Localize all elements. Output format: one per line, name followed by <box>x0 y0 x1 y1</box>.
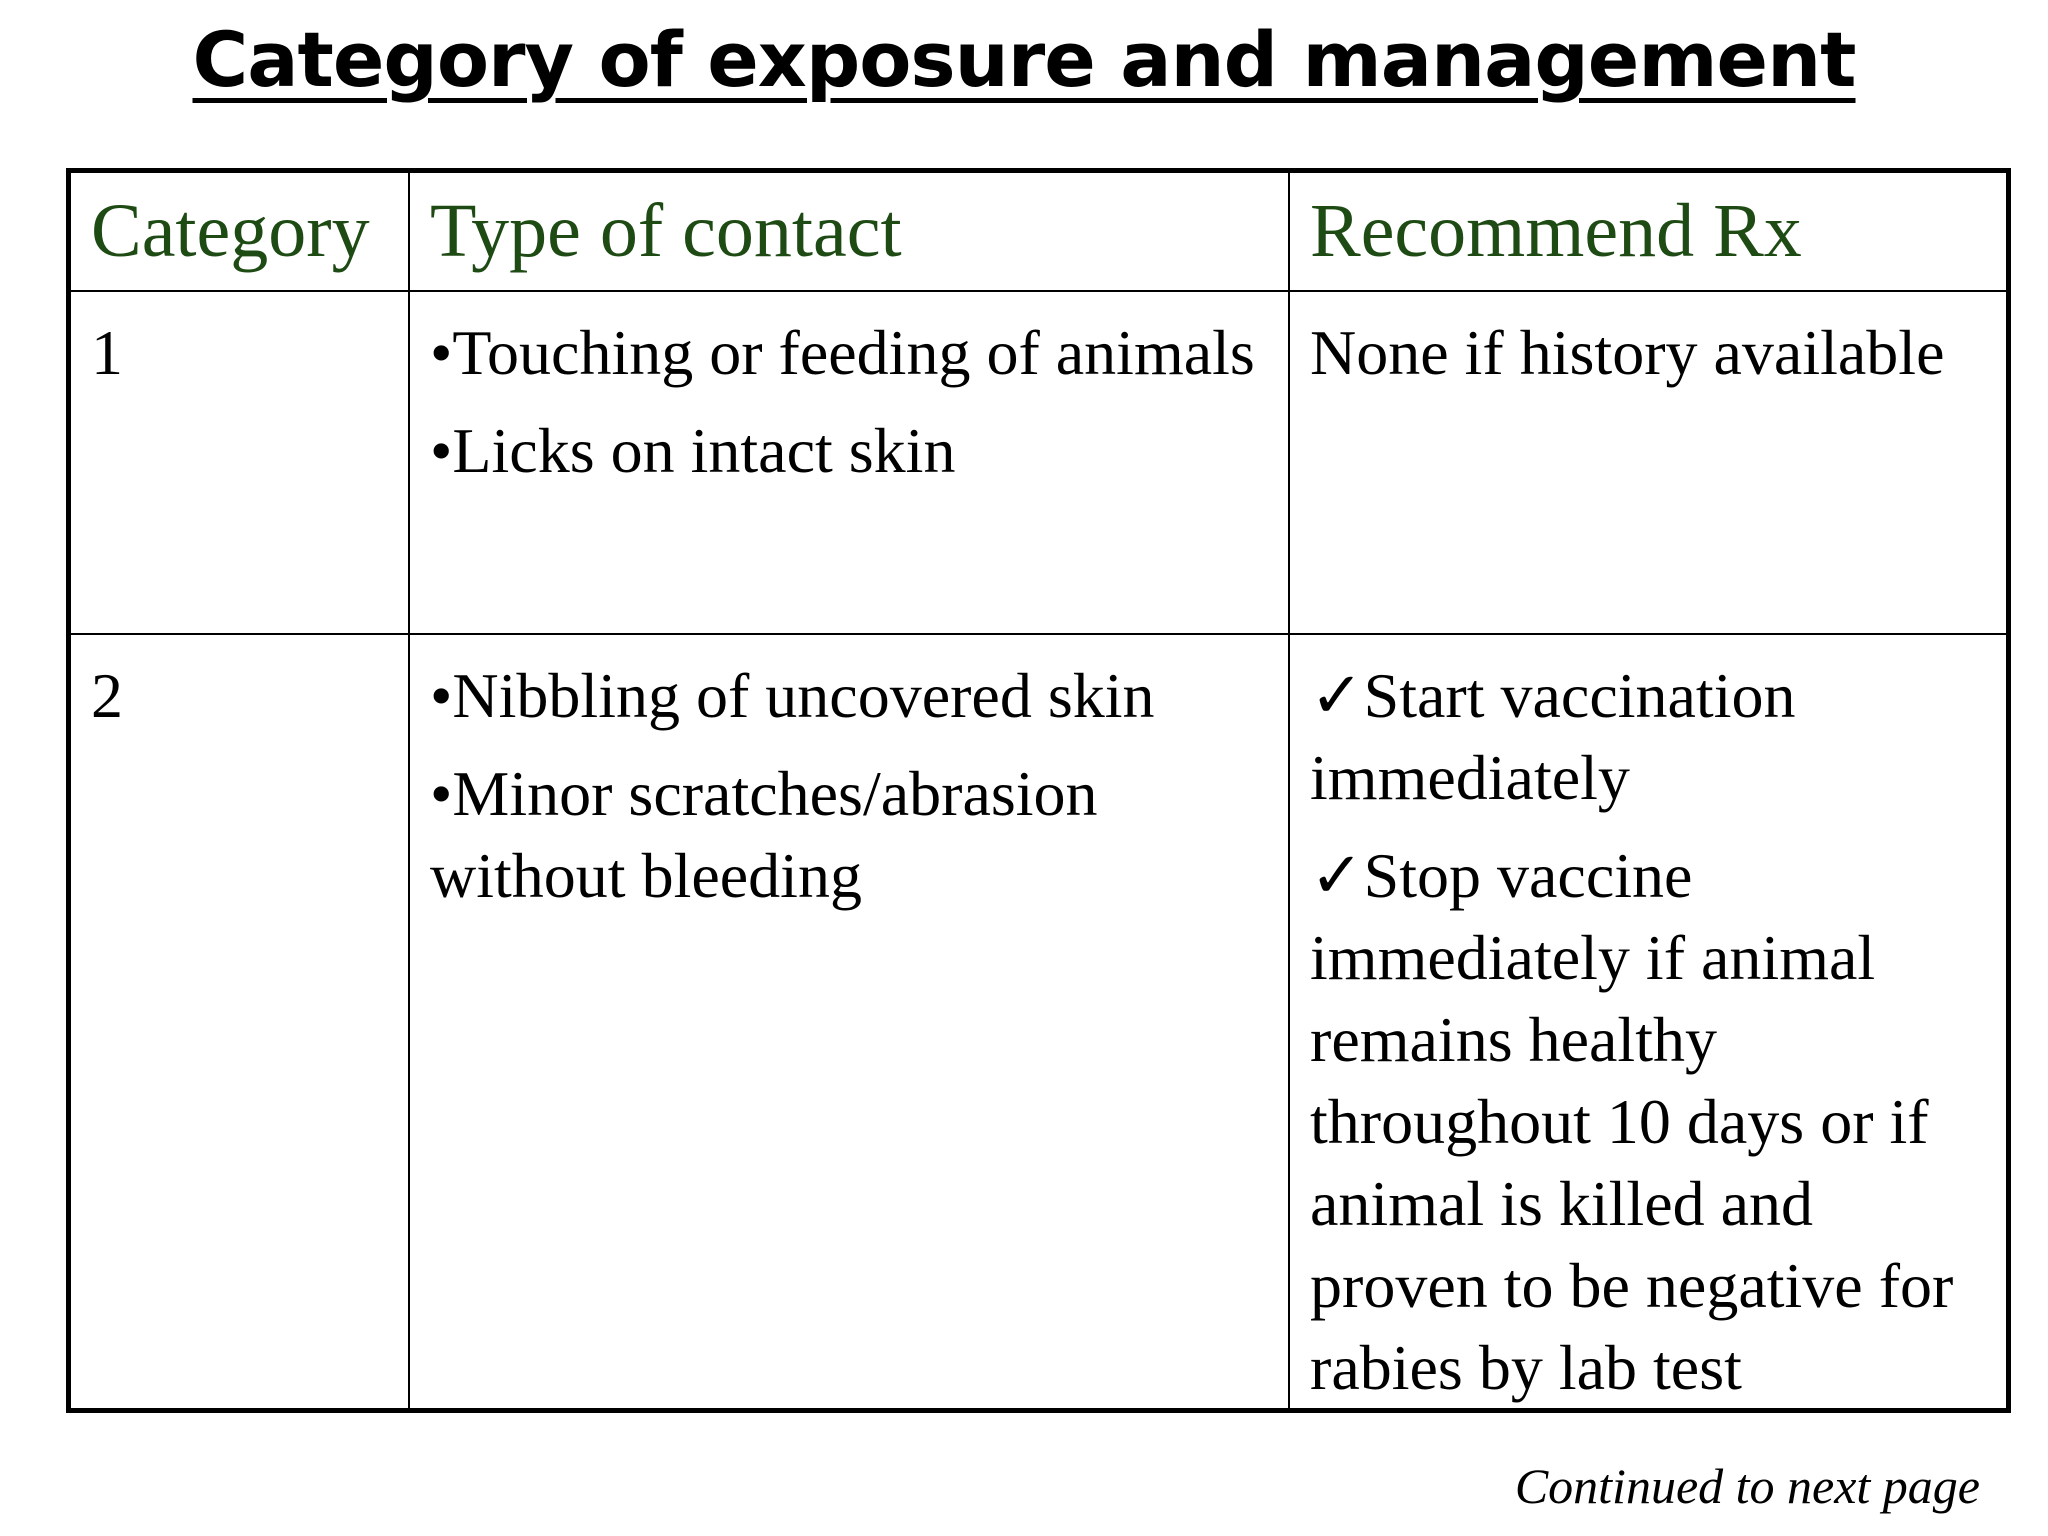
table-header-row <box>71 173 2006 291</box>
contact-item: •Minor scratches/abrasion without bleeding <box>430 758 1098 911</box>
rx-item: ✓Stop vaccine immediately if animal remains healthy throughout 10 days or if animal is killed and proven to be negative for rabies by lab test <box>1310 840 1954 1403</box>
column-header-category: Category <box>71 173 409 291</box>
contact-cell <box>409 291 1289 634</box>
rx-cell <box>1289 291 2006 634</box>
page-title: Category of exposure and management <box>192 15 1856 104</box>
contact-item: •Nibbling of uncovered skin <box>430 660 1155 731</box>
category-cell: 2 <box>71 634 409 1409</box>
contact-cell <box>409 634 1289 1409</box>
contact-item: •Licks on intact skin <box>430 415 956 486</box>
rx-item: ✓Start vaccination immediately <box>1310 660 1796 813</box>
table-row <box>71 634 2006 1409</box>
rx-cell <box>1289 634 2006 1409</box>
rx-item: None if history available <box>1310 317 1945 388</box>
continued-note: Continued to next page <box>1514 1458 1980 1514</box>
category-cell: 1 <box>71 291 409 634</box>
contact-item: •Touching or feeding of animals <box>430 317 1255 388</box>
exposure-table <box>66 168 2011 1413</box>
column-header-recommend-rx: Recommend Rx <box>1289 173 2006 291</box>
column-header-type-of-contact: Type of contact <box>409 173 1289 291</box>
table-row <box>71 291 2006 634</box>
